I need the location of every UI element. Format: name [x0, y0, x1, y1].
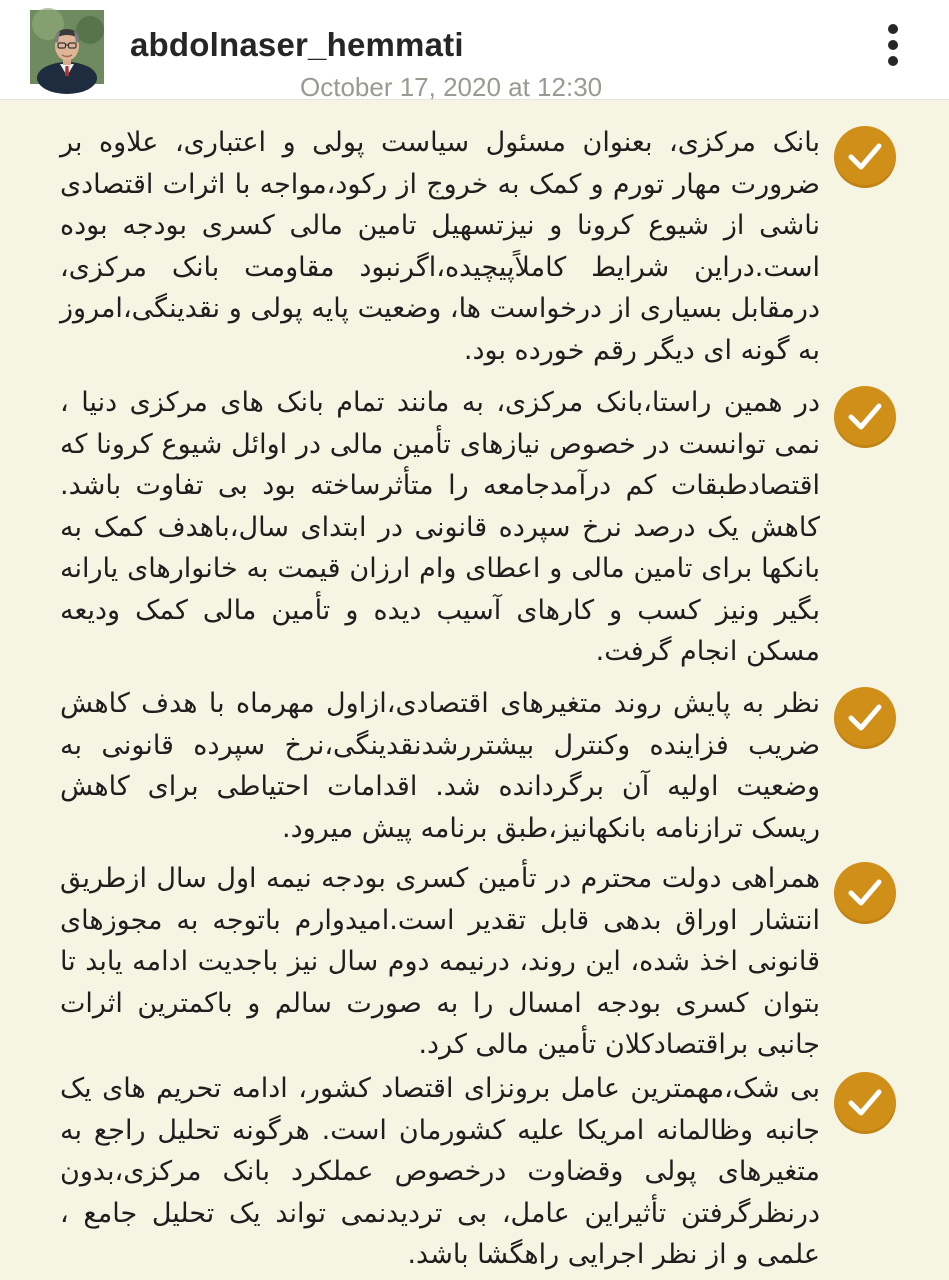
check-mark-icon — [834, 126, 896, 188]
paragraph-2: در همین راستا،بانک مرکزی، به مانند تمام بانک های مرکزی دنیا ، نمی توانست در خصوص نیازهای تأمین مالی در اوائل شیوع کرونا که اقتصادطبقات کم درآمدجامعه را متأثرساخته بود بی تفاوت باشد. کاهش یک درصد نرخ سپرده قانونی در ابتدای سال،باهدف کمک به بانکها برای تامین مالی و اعطای وام ارزان قیمت به خانوارهای یارانه بگیر ونیز کسب و کارهای آسیب دیده و تأمین مالی کمک ودیعه مسکن انجام گرفت. — [60, 387, 820, 667]
paragraph-block-4 — [60, 858, 896, 1068]
paragraph-block-3 — [60, 683, 896, 843]
avatar-image — [30, 10, 104, 84]
check-mark-icon — [834, 862, 896, 924]
paragraph-block-1 — [60, 122, 896, 366]
paragraph-3: نظر به پایش روند متغیرهای اقتصادی،ازاول مهرماه با هدف کاهش ضریب فزاینده وکنترل بیشتررشدنقدینگی،نرخ سپرده قانونی به وضعیت اولیه آن برگردانده شد. اقدامات احتیاطی برای کاهش ریسک ترازنامه بانکهانیز،طبق برنامه پیش میرود. — [60, 688, 820, 844]
check-mark-icon — [834, 386, 896, 448]
paragraph-5: بی شک،مهمترین عامل برونزای اقتصاد کشور، ادامه تحریم های یک جانبه وظالمانه امریکا علیه کشورمان است. هرگونه تحلیل راجع به متغیرهای پولی وقضاوت درخصوص عملکرد بانک مرکزی،بدون درنظرگرفتن تأثیراین عامل، بی تردیدنمی تواند یک تحلیل جامع ، علمی و از نظر اجرایی راهگشا باشد. — [60, 1073, 820, 1270]
username[interactable]: abdolnaser_hemmati — [130, 26, 464, 63]
paragraph-block-5 — [60, 1068, 896, 1280]
check-mark-icon — [834, 687, 896, 749]
paragraph-1: بانک مرکزی، بعنوان مسئول سیاست پولی و اعتباری، علاوه بر ضرورت مهار تورم و کمک به خروج از رکود،مواجه با اثرات اقتصادی ناشی از شیوع کرونا و نیزتسهیل تامین مالی کسری بودجه بوده است.دراین شرایط کاملاًپیچیده،اگرنبود مقاومت بانک مرکزی، درمقابل بسیاری از درخواست ها، وضعیت پایه پولی و نقدینگی،امروز به گونه ای دیگر رقم خورده بود. — [60, 127, 820, 366]
paragraph-block-2 — [60, 382, 896, 682]
vertical-dots-icon[interactable] — [880, 20, 906, 70]
profile-avatar[interactable] — [30, 10, 104, 84]
post-content — [0, 101, 949, 1280]
post-date: October 17, 2020 at 12:30 — [300, 72, 603, 102]
check-mark-icon — [834, 1072, 896, 1134]
paragraph-4: همراهی دولت محترم در تأمین کسری بودجه نیمه اول سال ازطریق انتشار اوراق بدهی قابل تقدیر است.امیدوارم باتوجه به مجوزهای قانونی اخذ شده، این روند، درنیمه دوم سال نیز باجدیت ادامه یابد تا بتوان کسری بودجه امسال را به صورت سالم و باکمترین اثرات جانبی براقتصادکلان تأمین مالی کرد. — [60, 863, 820, 1060]
